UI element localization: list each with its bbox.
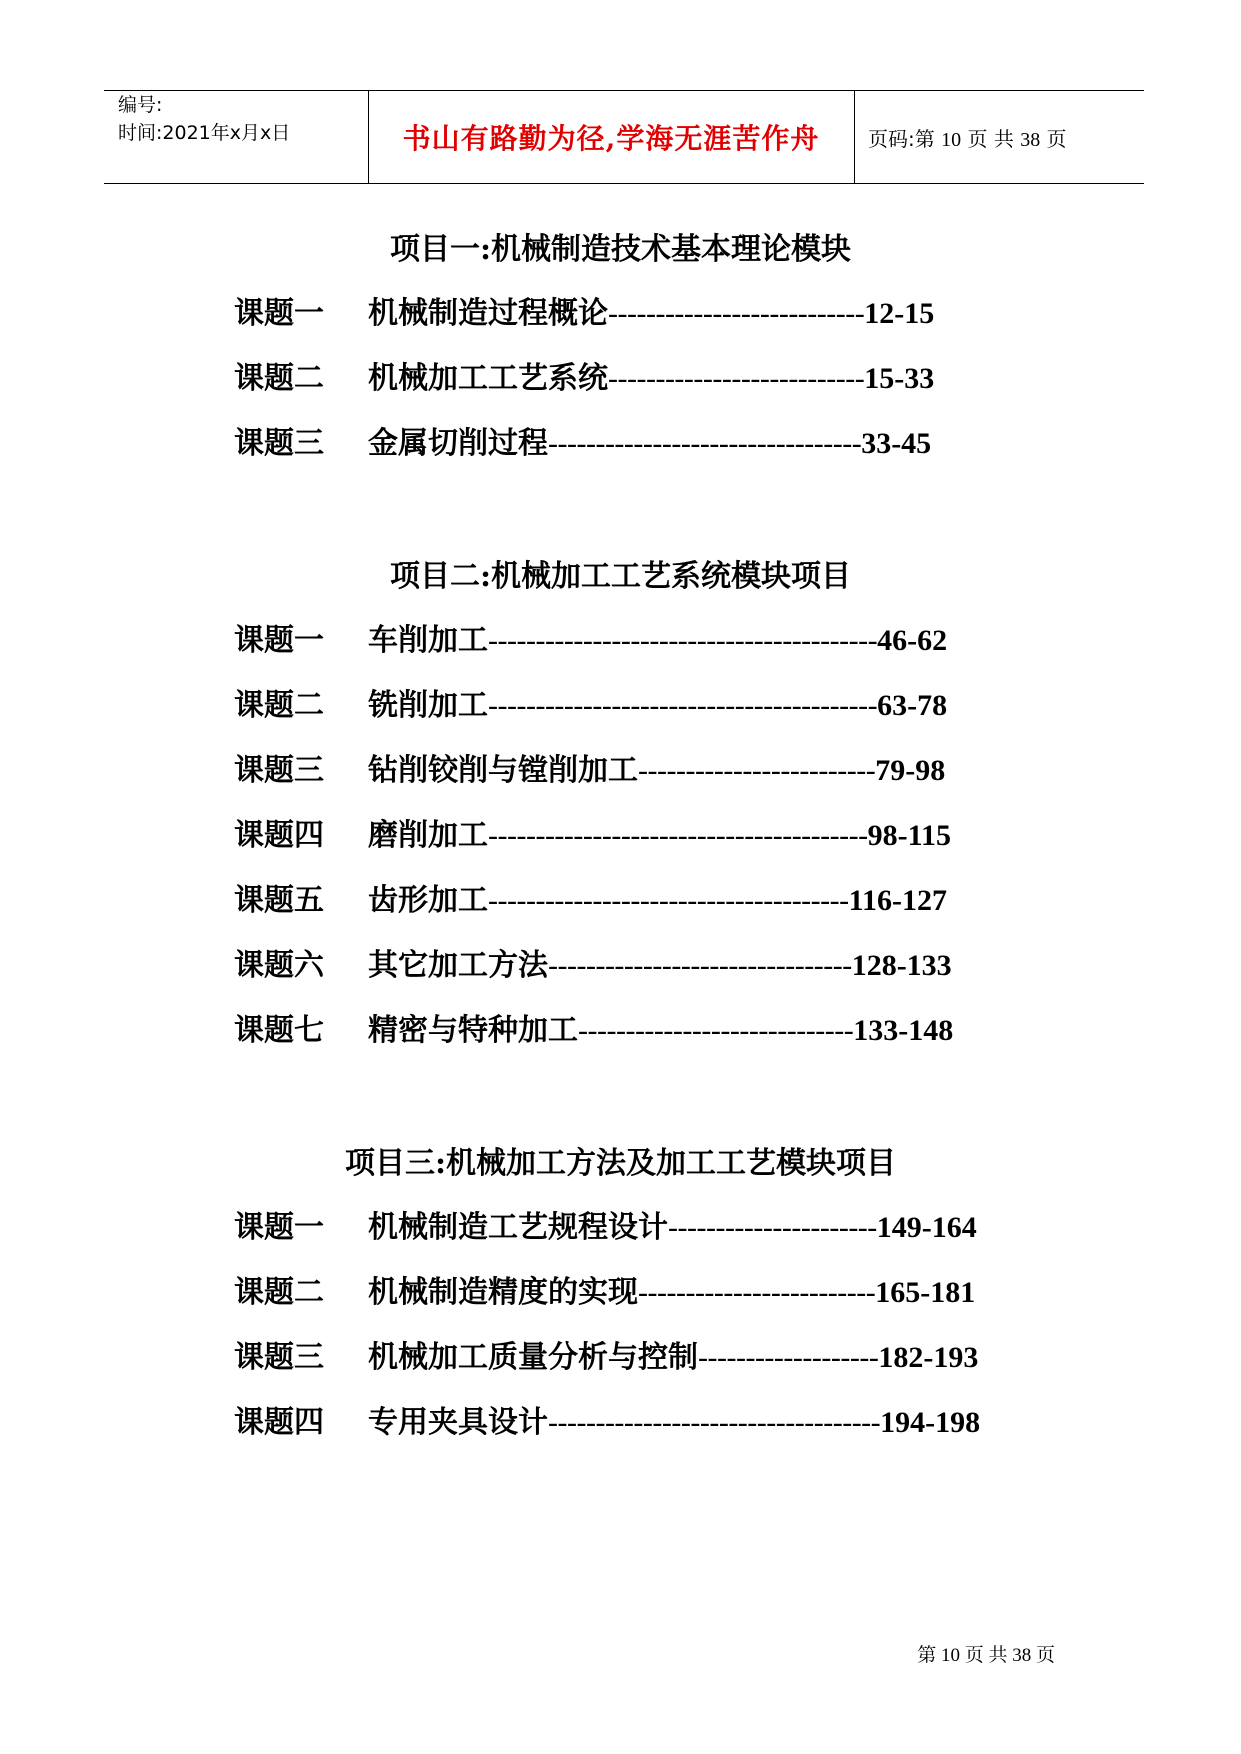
header-page-mid: 页 共 <box>967 127 1014 151</box>
footer-suffix: 页 <box>1035 1645 1055 1666</box>
toc-row <box>234 1397 980 1445</box>
toc-title: 机械制造过程概论 <box>368 296 608 331</box>
toc-pages: 116-127 <box>848 884 947 917</box>
toc-label: 课题一 <box>234 296 324 331</box>
toc-leader: ---------------------------------------- <box>488 819 868 852</box>
toc-pages: 63-78 <box>877 689 948 722</box>
toc-title: 专用夹具设计 <box>368 1405 548 1440</box>
toc-leader: -------------------------------------- <box>488 884 849 917</box>
toc-row <box>234 353 934 401</box>
toc-row <box>234 1202 977 1250</box>
section-title-1: 项目一:机械制造技术基本理论模块 <box>389 232 852 267</box>
toc-pages: 33-45 <box>861 427 932 460</box>
toc-label: 课题一 <box>234 623 324 658</box>
footer-mid: 页 共 <box>964 1645 1008 1666</box>
toc-label: 课题三 <box>234 1340 324 1375</box>
toc-label: 课题三 <box>234 426 324 461</box>
toc-label: 课题四 <box>234 818 324 853</box>
toc-pages: 194-198 <box>880 1406 981 1439</box>
toc-title: 机械加工工艺系统 <box>368 361 608 396</box>
toc-row <box>234 875 947 923</box>
toc-label: 课题一 <box>234 1210 324 1245</box>
section-title-3: 项目三:机械加工方法及加工工艺模块项目 <box>344 1146 897 1181</box>
toc-pages: 128-133 <box>851 949 952 982</box>
toc-leader: ------------------------- <box>638 1276 876 1309</box>
toc-leader: --------------------------------- <box>548 427 862 460</box>
document-time-label: 时间:2021年x月x日 <box>118 122 291 144</box>
toc-title: 铣削加工 <box>368 688 488 723</box>
toc-pages: 149-164 <box>876 1211 977 1244</box>
toc-leader: ----------------------------------- <box>548 1406 881 1439</box>
header-page-code <box>868 123 1067 152</box>
toc-pages: 182-193 <box>878 1341 979 1374</box>
toc-label: 课题二 <box>234 361 324 396</box>
header-page-suffix: 页 <box>1046 127 1067 151</box>
toc-row <box>234 1267 975 1315</box>
toc-label: 课题七 <box>234 1013 324 1048</box>
footer-prefix: 第 <box>917 1645 937 1666</box>
header-page-cell <box>854 91 1144 183</box>
toc-label: 课题四 <box>234 1405 324 1440</box>
toc-title: 磨削加工 <box>368 818 488 853</box>
toc-row <box>234 940 952 988</box>
toc-title: 机械制造精度的实现 <box>368 1275 638 1310</box>
toc-label: 课题二 <box>234 1275 324 1310</box>
toc-pages: 12-15 <box>864 297 935 330</box>
toc-pages: 46-62 <box>877 624 948 657</box>
header-page-prefix: 页码:第 <box>868 127 935 151</box>
toc-leader: --------------------------- <box>608 362 865 395</box>
toc-row <box>234 1005 953 1053</box>
header-page-current: 10 <box>941 129 962 151</box>
toc-row <box>234 418 931 466</box>
toc-title: 机械加工质量分析与控制 <box>368 1340 698 1375</box>
header-motto-cell <box>368 91 855 183</box>
toc-leader: ------------------------- <box>638 754 876 787</box>
toc-pages: 133-148 <box>853 1014 954 1047</box>
toc-row <box>234 680 947 728</box>
toc-label: 课题二 <box>234 688 324 723</box>
footer-current: 10 <box>940 1645 960 1666</box>
toc-label: 课题六 <box>234 948 324 983</box>
toc-row <box>234 745 945 793</box>
footer-total: 38 <box>1012 1645 1032 1666</box>
toc-leader: ---------------------- <box>668 1211 877 1244</box>
section-title-2: 项目二:机械加工工艺系统模块项目 <box>389 559 852 594</box>
toc-title: 齿形加工 <box>368 883 488 918</box>
header-motto: 书山有路勤为径,学海无涯苦作舟 <box>402 122 820 155</box>
toc-pages: 79-98 <box>875 754 946 787</box>
toc-row <box>234 288 934 336</box>
toc-title: 精密与特种加工 <box>368 1013 578 1048</box>
toc-label: 课题三 <box>234 753 324 788</box>
toc-row <box>234 1332 978 1380</box>
document-number-label: 编号: <box>118 94 163 116</box>
toc-title: 金属切削过程 <box>368 426 548 461</box>
toc-pages: 98-115 <box>867 819 951 852</box>
toc-leader: ----------------------------------------- <box>488 624 878 657</box>
toc-leader: ----------------------------- <box>578 1014 854 1047</box>
toc-leader: -------------------------------- <box>548 949 852 982</box>
toc-row <box>234 615 947 663</box>
toc-leader: --------------------------- <box>608 297 865 330</box>
toc-title: 钻削铰削与镗削加工 <box>368 753 638 788</box>
toc-leader: ----------------------------------------- <box>488 689 878 722</box>
footer-page-number <box>917 1640 1055 1667</box>
toc-row <box>234 810 951 858</box>
header-meta-cell <box>104 91 369 183</box>
toc-pages: 165-181 <box>875 1276 976 1309</box>
page-header <box>104 90 1144 184</box>
toc-title: 机械制造工艺规程设计 <box>368 1210 668 1245</box>
toc-pages: 15-33 <box>864 362 935 395</box>
toc-leader: ------------------- <box>698 1341 879 1374</box>
header-page-total: 38 <box>1020 129 1041 151</box>
toc-title: 车削加工 <box>368 623 488 658</box>
toc-label: 课题五 <box>234 883 324 918</box>
toc-title: 其它加工方法 <box>368 948 548 983</box>
